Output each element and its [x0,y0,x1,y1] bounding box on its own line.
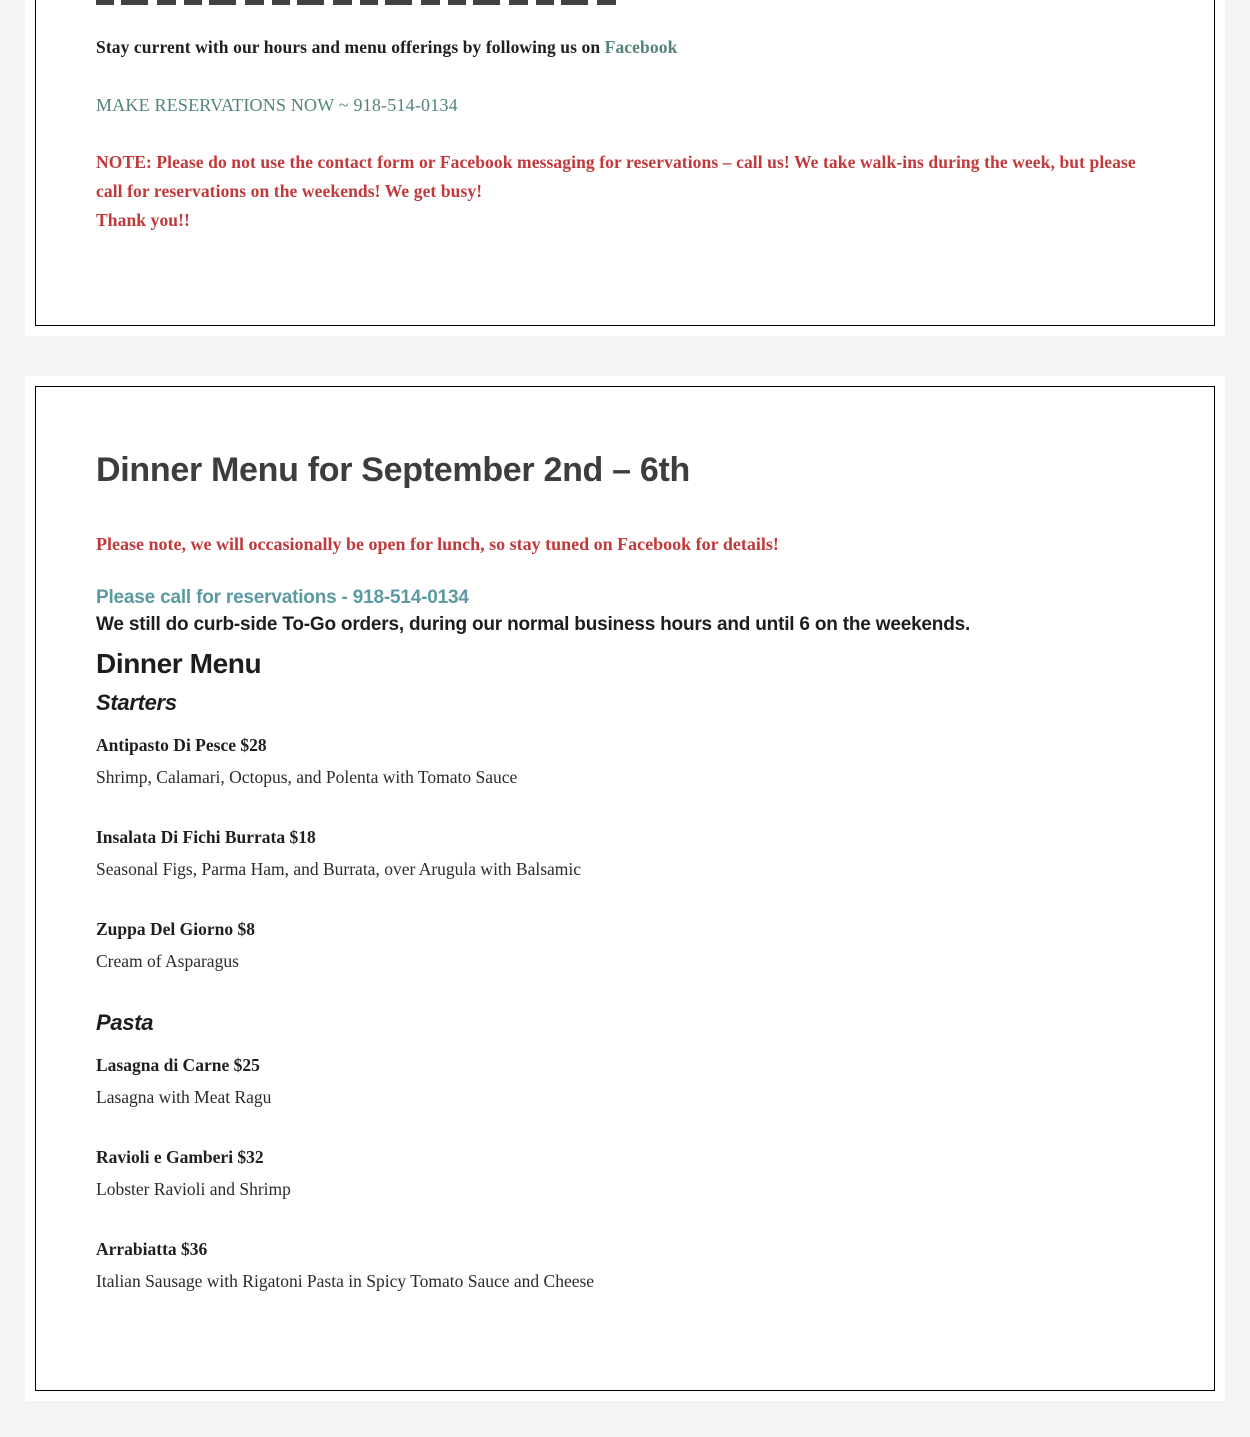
menu-item [96,734,1154,789]
menu-item-name: Insalata Di Fichi Burrata $18 [96,827,316,847]
menu-item [96,1054,1154,1109]
dinner-menu-card [35,386,1215,1391]
reservation-note [96,148,1152,235]
post-panel-announcement [25,0,1225,336]
lunch-note: Please note, we will occasionally be open for lunch, so stay tuned on Facebook for details! [96,534,779,554]
menu-item-name: Antipasto Di Pesce $28 [96,735,267,755]
menu-item-name: Zuppa Del Giorno $8 [96,919,255,939]
menu-item-name: Lasagna di Carne $25 [96,1055,260,1075]
thank-you-text: Thank you!! [96,210,190,230]
reservation-note-text: NOTE: Please do not use the contact form or Facebook messaging for reservations – call us! We take walk-ins during the week, but please call for reservations on the weekends! We get busy! [96,152,1136,201]
page-content [25,0,1225,1401]
menu-item-name: Ravioli e Gamberi $32 [96,1147,264,1167]
menu-section-pasta [96,1010,1154,1293]
stay-current-line [96,33,1154,62]
menu-item [96,826,1154,881]
menu-item [96,918,1154,973]
call-for-reservations-line: Please call for reservations - 918-514-0134 [96,587,469,608]
cards-gap [25,336,1225,376]
make-reservations-line: MAKE RESERVATIONS NOW ~ 918-514-0134 [96,95,458,115]
menu-item-description: Lobster Ravioli and Shrimp [96,1179,291,1199]
announcement-card [35,0,1215,326]
dinner-menu-card-body [36,387,1214,1390]
section-heading-starters: Starters [96,690,177,715]
menu-item-description: Cream of Asparagus [96,951,239,971]
dinner-menu-heading: Dinner Menu [96,648,262,679]
menu-item-description: Lasagna with Meat Ragu [96,1087,272,1107]
menu-item [96,1238,1154,1293]
post-panel-dinner-menu [25,376,1225,1401]
stay-current-text: Stay current with our hours and menu offerings by following us on [96,37,601,57]
menu-item-name: Arrabiatta $36 [96,1239,208,1259]
announcement-card-body [36,0,1214,325]
facebook-link[interactable]: Facebook [604,37,678,57]
menu-item-description: Seasonal Figs, Parma Ham, and Burrata, over Arugula with Balsamic [96,859,582,879]
menu-item [96,1146,1154,1201]
togo-orders-line: We still do curb-side To-Go orders, during our normal business hours and until 6 on the weekends. [96,614,971,635]
post-title: Dinner Menu for September 2nd – 6th [96,451,691,489]
section-heading-pasta: Pasta [96,1010,154,1035]
menu-item-description: Italian Sausage with Rigatoni Pasta in Spicy Tomato Sauce and Cheese [96,1271,595,1291]
menu-section-starters [96,690,1154,973]
clipped-text-line [96,0,616,5]
menu-item-description: Shrimp, Calamari, Octopus, and Polenta with Tomato Sauce [96,767,518,787]
